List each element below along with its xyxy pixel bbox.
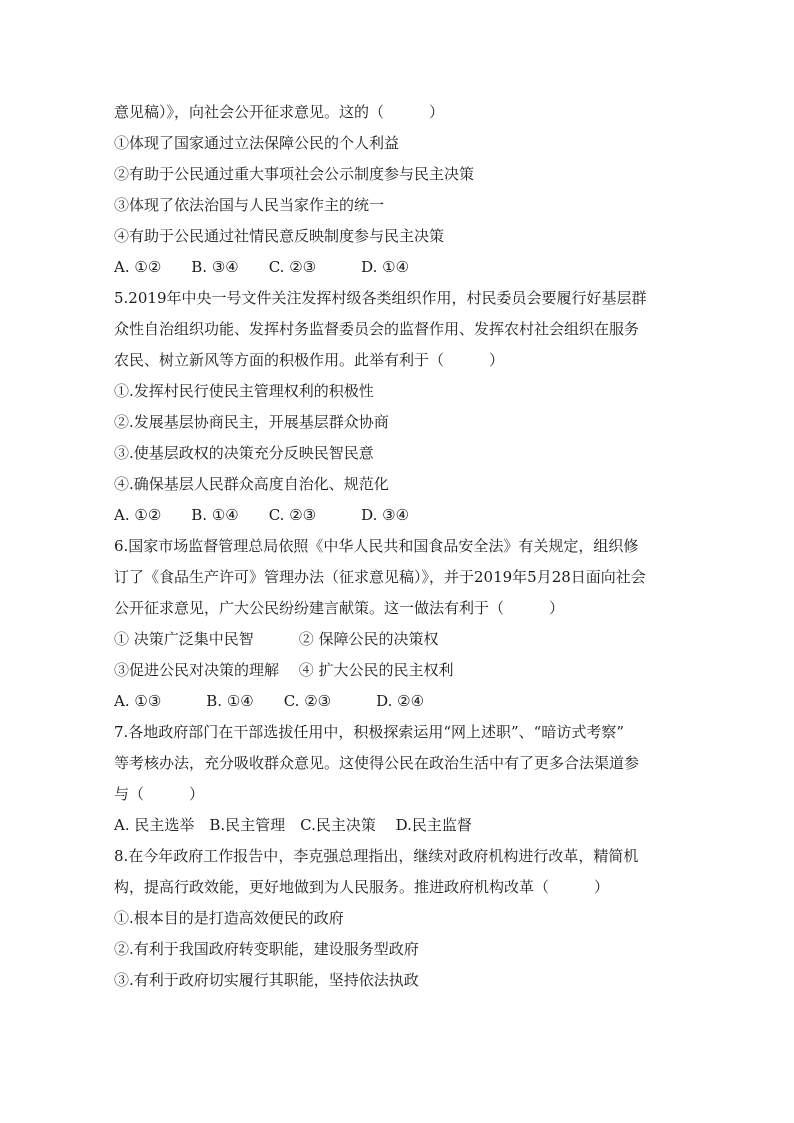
answer-choices: A. 民主选举 B.民主管理 C.民主决策 D.民主监督: [114, 816, 472, 834]
document-page: [114, 97, 684, 996]
option-line: ③促进公民对决策的理解 ④ 扩大公民的民主权利: [114, 661, 454, 679]
option-line: ②.发展基层协商民主，开展基层群众协商: [114, 413, 389, 431]
option-line: ①.发挥村民行使民主管理权利的积极性: [114, 382, 374, 400]
answer-choices: A. ①③ B. ①④ C. ②③ D. ②④: [114, 692, 425, 710]
option-line: ①体现了国家通过立法保障公民的个人利益: [114, 134, 400, 152]
question-6-cont: 公开征求意见，广大公民纷纷建言献策。这一做法有利于（ ）: [114, 599, 565, 617]
option-line: ④有助于公民通过社情民意反映制度参与民主决策: [114, 227, 445, 245]
question-5: 5.2019年中央一号文件关注发挥村级各类组织作用，村民委员会要履行好基层群: [114, 289, 647, 307]
question-5-cont: 农民、树立新风等方面的积极作用。此举有利于（ ）: [114, 351, 505, 369]
option-line: ②有助于公民通过重大事项社会公示制度参与民主决策: [114, 165, 475, 183]
option-line: ②.有利于我国政府转变职能，建设服务型政府: [114, 940, 419, 958]
option-line: ①.根本目的是打造高效便民的政府: [114, 909, 344, 927]
text-line: 意见稿）》，向社会公开征求意见。这的（ ）: [114, 103, 445, 121]
question-7-cont: 与（ ）: [114, 785, 205, 803]
question-7: 7.各地政府部门在干部选拔任用中，积极探索运用“网上述职”、“暗访式考察”: [114, 723, 624, 741]
answer-choices: A. ①② B. ③④ C. ②③ D. ①④: [114, 258, 410, 276]
question-6: 6.国家市场监督管理总局依照《中华人民共和国食品安全法》有关规定，组织修: [114, 537, 639, 555]
option-line: ④.确保基层人民群众高度自治化、规范化: [114, 475, 389, 493]
question-8: 8.在今年政府工作报告中，李克强总理指出，继续对政府机构进行改革，精简机: [114, 847, 639, 865]
option-line: ① 决策广泛集中民智 ② 保障公民的决策权: [114, 630, 439, 648]
question-8-cont: 构，提高行政效能，更好地做到为人民服务。推进政府机构改革（ ）: [114, 878, 610, 896]
option-line: ③.有利于政府切实履行其职能，坚持依法执政: [114, 971, 419, 989]
option-line: ③体现了依法治国与人民当家作主的统一: [114, 196, 385, 214]
question-5-cont: 众性自治组织功能、发挥村务监督委员会的监督作用、发挥农村社会组织在服务: [114, 320, 640, 338]
question-6-cont: 订了《食品生产许可》管理办法（征求意见稿）》，并于2019年5月28日面向社会: [114, 568, 646, 586]
option-line: ③.使基层政权的决策充分反映民智民意: [114, 444, 374, 462]
question-7-cont: 等考核办法，充分吸收群众意见。这使得公民在政治生活中有了更多合法渠道参: [114, 754, 640, 772]
answer-choices: A. ①② B. ①④ C. ②③ D. ③④: [114, 506, 410, 524]
